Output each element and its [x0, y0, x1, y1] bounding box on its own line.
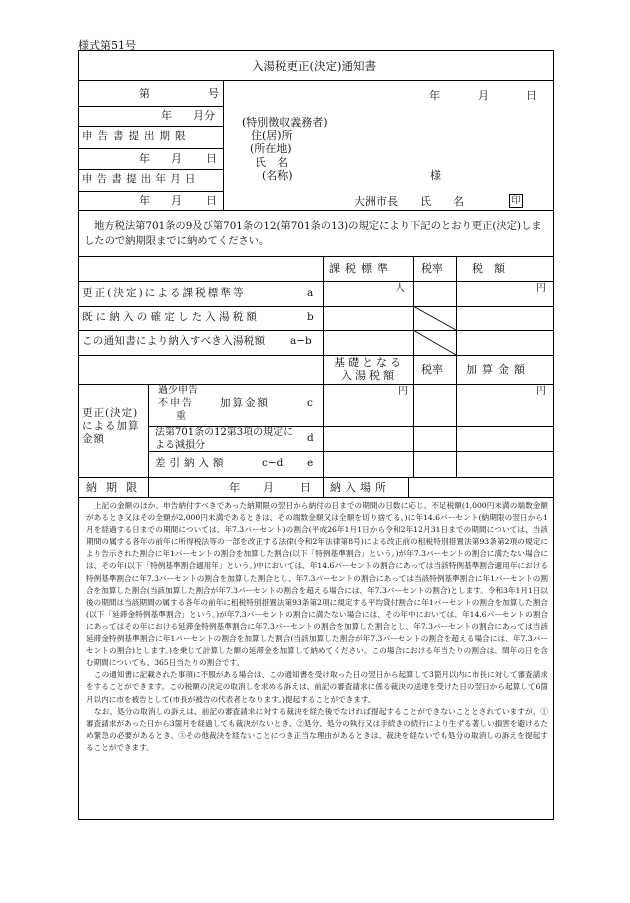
divider — [78, 210, 554, 211]
row-a-unit-yen: 円 — [536, 283, 546, 294]
period-year: 年 — [161, 109, 172, 122]
due-date-label: 納期限 — [86, 481, 146, 494]
row-a-label: 更正(決定)による課税標準等 — [82, 287, 246, 299]
row-ab-label: この通知書により納入すべき入湯税額 — [82, 335, 266, 347]
due-month: 月 — [263, 481, 274, 494]
row-b-label: 既に納入の確定した入湯税額 — [82, 311, 261, 323]
taxpayer-label: (特別徴収義務者) — [242, 116, 328, 129]
due-day: 日 — [300, 481, 311, 494]
divider — [78, 106, 223, 107]
row-c-code: c — [307, 397, 313, 409]
filing-deadline-label: 申告書提出期限 — [82, 130, 191, 142]
filing-year: 年 — [139, 194, 150, 207]
filing-day: 日 — [206, 194, 217, 207]
row-e-code: e — [307, 457, 314, 469]
divider — [78, 281, 554, 282]
diagonal-strike — [413, 306, 456, 355]
filing-date-label: 申告書提出年月日 — [82, 173, 200, 185]
row-cd-code: c−d — [262, 457, 284, 469]
entity-name-label: (名称) — [262, 169, 293, 182]
divider — [78, 497, 554, 498]
divider — [78, 256, 554, 257]
divider — [413, 256, 414, 477]
intro-text: 地方税法第701条の9及び第701条の12(第701条の13)の規定により下記のとおり更正(決定)しましたので納期限までに納めてください。 — [84, 220, 542, 247]
underpaid-label: 過少申告 — [158, 385, 198, 396]
mayor-name-label: 大洲市長 氏 名 — [354, 195, 464, 208]
row-ab-code: a−b — [290, 335, 312, 347]
divider — [78, 126, 223, 127]
group-label: 更正(決定)による加算金額 — [82, 407, 140, 445]
divider — [223, 80, 224, 210]
row-a-unit-people: 人 — [395, 283, 405, 294]
divider — [78, 80, 554, 81]
divider — [456, 256, 457, 477]
issue-year: 年 — [429, 89, 440, 102]
issue-month: 月 — [478, 89, 489, 102]
name-label: 氏 名 — [255, 156, 288, 169]
row-a-code: a — [307, 287, 314, 299]
row-d-code: d — [307, 432, 314, 444]
divider — [323, 477, 324, 497]
deadline-day: 日 — [206, 152, 217, 165]
row-c-unit-yen: 円 — [398, 386, 408, 397]
form-number: 様式第51号 — [78, 39, 136, 52]
serious-label: 重 — [176, 411, 186, 422]
notes-section — [86, 500, 548, 754]
divider — [78, 169, 223, 170]
period-month: 月分 — [193, 109, 215, 122]
seal-mark: 印 — [509, 194, 523, 208]
col-tax-amount: 税 額 — [472, 262, 505, 275]
divider — [323, 256, 324, 477]
net-payment-label: 差引納入額 — [155, 457, 228, 469]
location-label: (所在地) — [250, 142, 292, 155]
divider — [78, 330, 554, 331]
divider — [78, 477, 554, 478]
divider — [78, 148, 223, 149]
divider — [78, 191, 223, 192]
divider — [408, 477, 409, 497]
due-year: 年 — [229, 481, 240, 494]
col-base-tax: 基礎となる入湯税額 — [334, 356, 404, 382]
surcharge-label: 加算金額 — [220, 397, 270, 409]
col-tax-rate: 税率 — [421, 262, 443, 275]
col-add-amount: 加算金額 — [466, 363, 530, 376]
payment-place-label: 納入場所 — [330, 481, 390, 494]
number-suffix: 号 — [208, 87, 219, 100]
divider — [78, 355, 554, 356]
filing-month: 月 — [171, 194, 182, 207]
deadline-year: 年 — [139, 152, 150, 165]
col-tax-base: 課税標準 — [329, 262, 393, 275]
issue-day: 日 — [526, 89, 537, 102]
document-title: 入湯税更正(決定)通知書 — [252, 59, 376, 73]
deadline-month: 月 — [171, 152, 182, 165]
honorific: 様 — [430, 169, 441, 182]
number-prefix: 第 — [139, 87, 150, 100]
reduction-label: 法第701条の12第3項の規定による減損分 — [155, 427, 294, 451]
row-b-code: b — [307, 311, 314, 323]
divider — [78, 384, 554, 385]
row-c-unit-yen-2: 円 — [536, 386, 546, 397]
note-lawsuit: なお、処分の取消しの訴えは、前記の審査請求に対する裁決を経た後でなければ提起することができないこととされていますが、①審査請求があった日から3箇月を経過しても裁決がないとき、②処分、処分の執行又は手続きの続行により生ずる著しい損害を避けるため緊急の必要があるとき、③その他裁決を経ないことにつき正当な理由があるときは、裁決を経ないでも処分の取消しの訴えを提起することができます。 — [86, 706, 548, 752]
no-filing-label: 不申告 — [158, 398, 194, 409]
note-late-interest: 上記の金額のほか、申告納付すべきであった納期限の翌日から納付の日までの期間の日数に応じ、不足税額(1,000円未満の端数金額があるとき又はその全額が2,000円未満であるときは、その端数金額又は全額を切り捨てる。)に年14.6パーセント(納期限の翌日から1月を経過する日までの期間については、年7.3パーセント)の割合(平成26年1月1日から令和2年12月31日までの期間については、当該期間の属する各年の前年に所得税法等の一部を改正する法律(令和2年法律第8号)による改正前の租税特別措置法第93条第2項の規定により告示された割合に年1パーセントの割合を加算した割合(以下「特例基準割合」という。)が年7.3パーセントの割合に満たない場合には、その年(以下「特例基準割合適用年」という。)中においては、年14.6パーセントの割合にあっては当該特例基準割合適用年における特例基準割合に年7.3パーセントの割合を加算した割合とし、年7.3パーセントの割合にあっては当該特例基準割合に年1パーセントの割合を加算した割合(当該加算した割合が年7.3パーセントの割合を超える場合には、年7.3パーセントの割合)とします。令和3年1月1日以後の期間は当該期間の属する各年の前年に租税特別措置法第93条第2項に規定する平均貸付割合に年1パーセントの割合を加算した割合(以下「延滞金特例基準割合」という。)が年7.3パーセントの割合に満たない場合には、その年中においては、年14.6パーセントの割合にあってはその年における延滞金特例基準割合に年7.3パーセントの割合を加算した割合とし、年7.3パーセントの割合にあっては当該延滞金特例基準割合に年1パーセントの割合を加算した割合(当該加算した割合が年7.3パーセントの割合を超える場合には、年7.3パーセントの割合)とします。)を乗じて計算した額の延滞金を加算して納めてください。この場合における年当たりの割合は、閏年の日を含む期間についても、365日当たりの割合です。 — [86, 501, 548, 668]
col-rate-2: 税率 — [421, 363, 443, 376]
note-appeal: この通知書に記載された事項に不服がある場合は、この通知書を受け取った日の翌日から起算して3箇月以内に市長に対して審査請求をすることができます。この税額の決定の取消しを求める訴えは、前記の審査請求に係る裁決の送達を受けた日の翌日から起算して6箇月以内に市を被告として(市長が被告の代表者となります。)提起することができます。 — [86, 670, 548, 704]
address-label: 住(居)所 — [251, 129, 293, 142]
divider — [148, 384, 149, 497]
divider — [78, 306, 554, 307]
